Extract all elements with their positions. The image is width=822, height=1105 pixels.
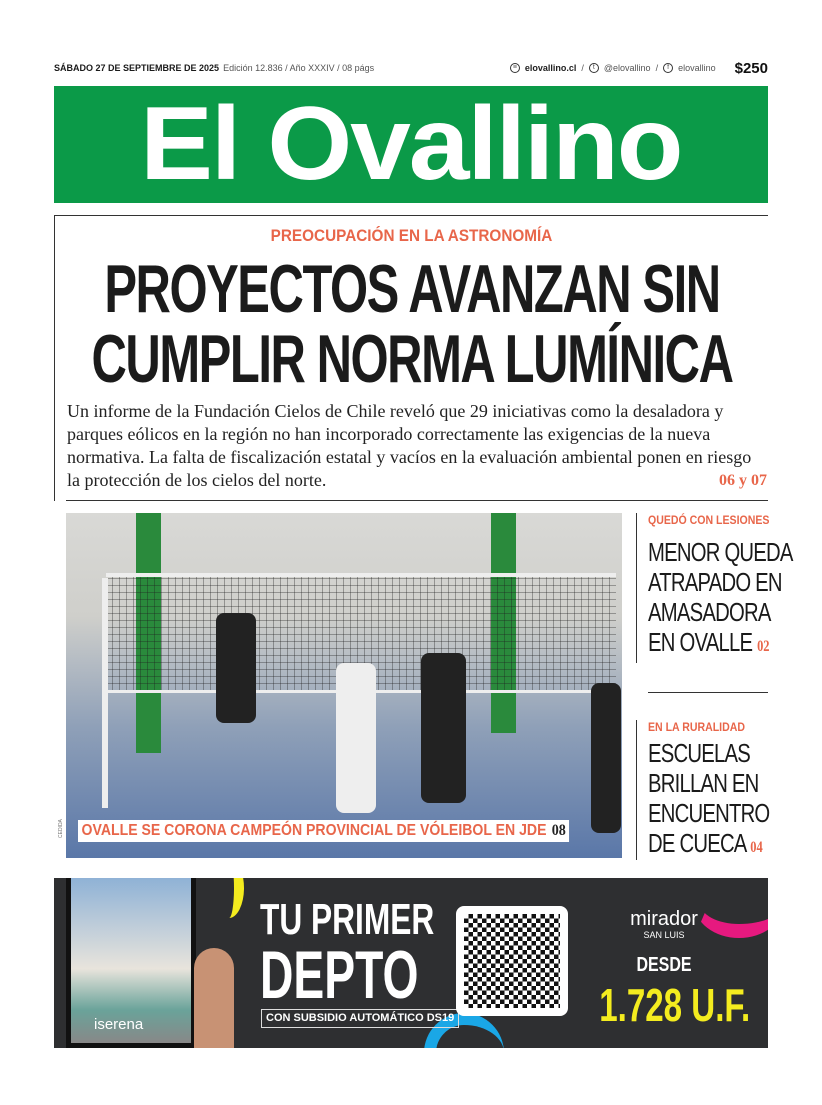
side-headline: MENOR QUEDA ATRAPADO EN AMASADORA EN OVALLE 02 — [648, 537, 793, 657]
masthead — [54, 86, 768, 203]
main-story — [54, 215, 768, 501]
twitter-icon: t — [589, 63, 599, 73]
globe-icon: ≡ — [510, 63, 520, 73]
side-story-2 — [636, 720, 768, 860]
newspaper-title: El Ovallino — [140, 86, 682, 202]
ad-subsidy: CON SUBSIDIO AUTOMÁTICO DS19 — [261, 1009, 459, 1028]
facebook-icon: f — [663, 63, 673, 73]
iserena-logo: iserena — [94, 1016, 144, 1033]
issue-date: SÁBADO 27 DE SEPTIEMBRE DE 2025 — [54, 63, 220, 73]
side-kicker: QUEDÓ CON LESIONES — [648, 513, 770, 527]
facebook-handle[interactable]: elovallino — [678, 63, 716, 73]
side-headline: ESCUELAS BRILLAN EN ENCUENTRO DE CUECA 04 — [648, 738, 770, 858]
ad-from: DESDE — [636, 954, 692, 976]
side-kicker: EN LA RURALIDAD — [648, 720, 745, 734]
website-link[interactable]: elovallino.cl — [524, 63, 577, 73]
ad-line-1: TU PRIMER — [260, 895, 435, 944]
lead-paragraph: Un informe de la Fundación Cielos de Chile reveló que 29 iniciativas como la desaladora y parques eólicos en la región no han incorporado correctamente las exigencias de la nueva normativa. La falta de fiscalización estatal y vacíos en la evaluación ambiental ponen en riesgo la protección de los cielos del norte. 06 y 07 — [67, 401, 767, 490]
ad-price: 1.728 U.F. — [599, 979, 751, 1031]
twitter-handle[interactable]: @elovallino — [603, 63, 651, 73]
photo-caption: OVALLE SE CORONA CAMPEÓN PROVINCIAL DE VÓLEIBOL EN JDE 08 — [78, 820, 569, 842]
mirador-logo: mirador SAN LUIS — [630, 908, 698, 940]
main-kicker: PREOCUPACIÓN EN LA ASTRONOMÍA — [270, 226, 553, 245]
side-divider — [648, 692, 768, 693]
volleyball-photo — [66, 513, 622, 858]
ad-line-2: DEPTO — [260, 937, 419, 1013]
page-ref: 06 y 07 — [719, 472, 767, 489]
headline-line-1: PROYECTOS AVANZAN SIN — [103, 251, 720, 327]
edition-info: Edición 12.836 / Año XXXIV / 08 págs — [223, 63, 375, 73]
price: $250 — [734, 59, 768, 77]
advertisement[interactable] — [54, 878, 768, 1048]
side-story-1 — [636, 513, 793, 663]
photo-credit: CEDIDA — [58, 819, 64, 838]
headline-line-2: CUMPLIR NORMA LUMÍNICA — [90, 321, 733, 397]
top-bar: SÁBADO 27 DE SEPTIEMBRE DE 2025 Edición 12.836 / Año XXXIV / 08 págs ≡ elovallino.cl / t @elovallino / f elovallino $250 — [54, 59, 768, 77]
qr-code[interactable] — [456, 906, 568, 1016]
divider — [66, 500, 768, 501]
